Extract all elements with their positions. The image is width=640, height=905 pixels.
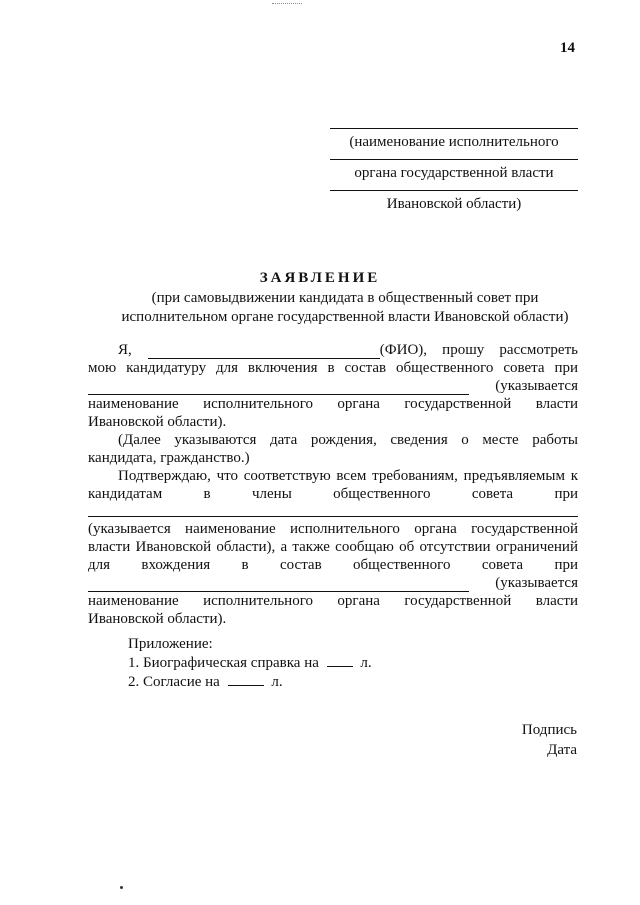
body-text-line: наименование исполнительного органа государственной власти [88, 396, 578, 412]
body-text-line: (указывается наименование исполнительного органа государственной [88, 521, 578, 537]
document-title: ЗАЯВЛЕНИЕ [259, 270, 381, 286]
attachment-suffix: л. [271, 674, 283, 690]
addressee-block [330, 128, 578, 221]
body-text-line: наименование исполнительного органа государственной власти [88, 593, 578, 609]
indicate-label: (указывается [495, 378, 578, 394]
signature-block [480, 720, 577, 760]
attachments-heading: Приложение: [128, 636, 213, 652]
body-text-line: кандидатам в члены общественного совета при [88, 486, 578, 502]
attachment-label: 2. Согласие на [128, 674, 220, 690]
body-text-line: Подтверждаю, что соответствую всем требованиям, предъявляемым к [118, 468, 578, 484]
council-blank [88, 503, 578, 517]
scan-artifact [272, 3, 302, 5]
organ-blank-line [88, 574, 578, 592]
attachment-item [128, 654, 372, 673]
body-text-line: (Далее указываются дата рождения, сведения о месте работы [118, 432, 578, 448]
body-text-line: Ивановской области). [88, 611, 227, 627]
indicate-label: (указывается [495, 575, 578, 591]
scan-speck [120, 886, 123, 889]
pronoun-i: Я, [118, 342, 132, 358]
document-subtitle: (при самовыдвижении кандидата в общественный совет при исполнительном органе государственной власти Ивановской области) [121, 290, 569, 325]
organ-blank [88, 381, 469, 395]
page-number: 14 [560, 40, 575, 56]
pages-blank [327, 654, 353, 667]
application-body [88, 341, 578, 628]
attachment-label: 1. Биографическая справка на [128, 655, 319, 671]
fio-label: (ФИО), прошу рассмотреть [379, 342, 578, 358]
addressee-line-3: Ивановской области) [386, 196, 522, 212]
pages-blank [228, 673, 264, 686]
body-text-line: мою кандидатуру для включения в состав общественного совета при [88, 360, 578, 376]
body-text-line: кандидата, гражданство.) [88, 450, 250, 466]
fio-line [88, 341, 578, 359]
body-text-line: Ивановской области). [88, 414, 227, 430]
attachment-suffix: л. [360, 655, 372, 671]
body-text-line: для вхождения в состав общественного совета при [88, 557, 578, 573]
attachments [128, 635, 372, 692]
organ-blank-line [88, 377, 578, 395]
attachment-item [128, 673, 372, 692]
body-text-line: власти Ивановской области), а также сообщаю об отсутствии ограничений [88, 539, 578, 555]
fio-blank [148, 346, 380, 359]
addressee-line-1: (наименование исполнительного [349, 134, 559, 150]
date-label: Дата [547, 742, 577, 758]
organ-blank [88, 578, 469, 592]
signature-label: Подпись [521, 722, 577, 738]
addressee-line-2: органа государственной власти [354, 165, 554, 181]
